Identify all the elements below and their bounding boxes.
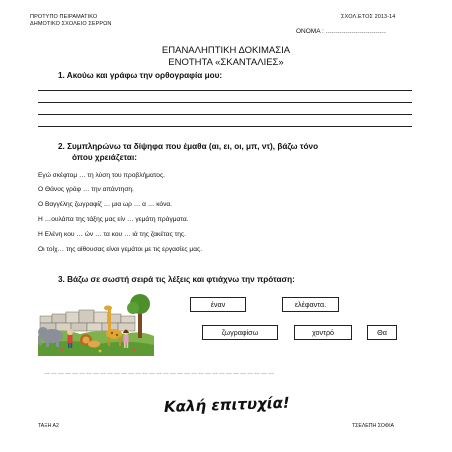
sentence: Οι τοίχ… της αίθουσας είναι γεμάτοι με τις εργασίες μας. <box>38 246 203 253</box>
document-subtitle: ΕΝΟΤΗΤΑ «ΣΚΑΝΤΑΛΙΕΣ» <box>168 57 284 68</box>
zoo-illustration <box>38 292 154 356</box>
teacher-name: ΤΣΕΛΕΠΗ ΣΟΦΙΑ <box>352 423 394 429</box>
sentence: Ο Θάνος γράφ … την απάντηση. <box>38 186 134 193</box>
sentence: Η …ουλάπα της τάξης μας είν … γεμάτη πράγματα. <box>38 216 189 223</box>
word-box: έναν <box>190 297 246 312</box>
word-box: Θα <box>367 325 397 340</box>
sentence: Ο Βαγγέλης ζωγραφίζ … μια ωρ … α … κόνα. <box>38 201 173 208</box>
exercise1-instruction: 1. Ακούω και γράφω την ορθογραφία μου: <box>58 71 223 80</box>
answer-line <box>38 90 412 91</box>
school-year: ΣΧΟΛ.ΕΤΟΣ 2013-14 <box>341 14 396 20</box>
exercise2-instruction-line1: 2. Συμπληρώνω τα δίψηφα που έμαθα (αι, ει, οι, μπ, ντ), βάζω τόνο <box>58 142 319 151</box>
zoo-illustration-svg <box>38 292 154 356</box>
word-box: ζωγραφίσω <box>202 325 278 340</box>
good-luck-text: Καλή επιτυχία! <box>163 393 290 416</box>
sentence: Η Ελένη κου … ών … τα κου … ιά της ζακέτας της. <box>38 231 186 238</box>
school-name-line1: ΠΡΟΤΥΠΟ ΠΕΙΡΑΜΑΤΙΚΟ <box>30 14 98 20</box>
answer-line <box>38 102 412 103</box>
answer-dotted-line: ……………………………………………………………………………………… <box>44 370 275 376</box>
sentence: Εγώ σκέφτομ … τη λύση του προβλήματος. <box>38 172 165 179</box>
answer-line <box>38 126 412 127</box>
exercise2-instruction-line2: όπου χρειάζεται: <box>72 153 137 162</box>
name-dots: ………………………… <box>325 28 386 35</box>
document-title: ΕΠΑΝΑΛΗΠΤΙΚΗ ΔΟΚΙΜΑΣΙΑ <box>161 45 291 56</box>
name-field <box>296 28 386 35</box>
name-label: ΟΝΟΜΑ : <box>296 28 324 35</box>
answer-line <box>38 114 412 115</box>
class-label: ΤΑΞΗ Α2 <box>38 423 59 429</box>
exercise3-instruction: 3. Βάζω σε σωστή σειρά τις λέξεις και φτιάχνω την πρόταση: <box>58 275 295 284</box>
school-name-line2: ΔΗΜΟΤΙΚΟ ΣΧΟΛΕΙΟ ΣΕΡΡΩΝ <box>30 21 112 27</box>
word-box: ελέφαντα. <box>282 297 339 312</box>
word-box: χοντρό <box>294 325 352 340</box>
